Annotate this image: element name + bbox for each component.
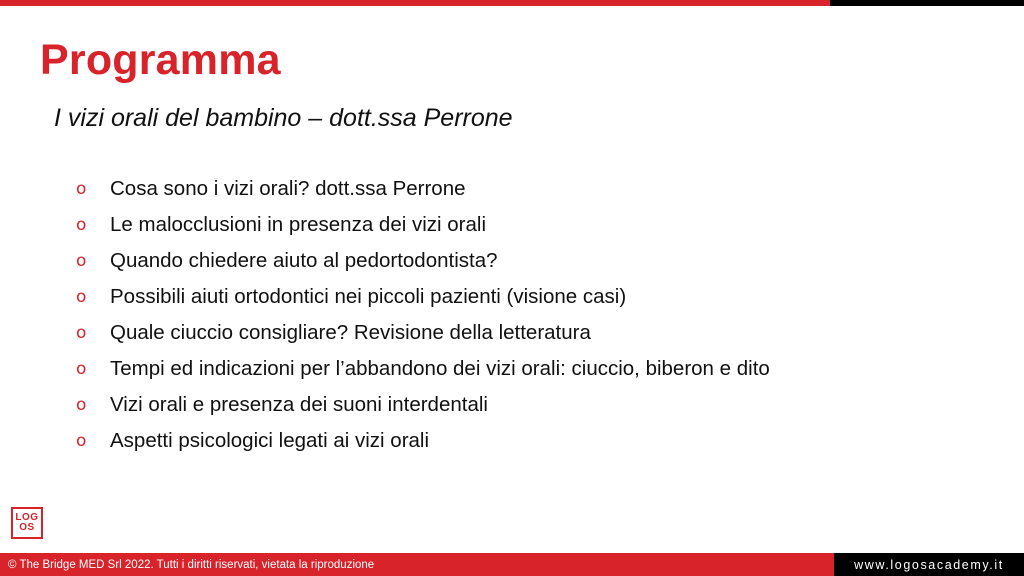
- top-dark-bar: [830, 0, 1024, 6]
- list-item: [76, 351, 770, 387]
- logos-logo: [11, 507, 43, 539]
- bullet-icon: o: [76, 431, 87, 451]
- bullet-icon: o: [76, 359, 87, 379]
- list-item: [76, 423, 770, 459]
- list-item: [76, 243, 770, 279]
- footer-website-bar: [834, 553, 1024, 576]
- agenda-list: [76, 171, 770, 459]
- list-item-text: Quando chiedere aiuto al pedortodontista?: [110, 249, 498, 272]
- list-item: [76, 279, 770, 315]
- bullet-icon: o: [76, 287, 87, 307]
- list-item-text: Cosa sono i vizi orali? dott.ssa Perrone: [110, 177, 466, 200]
- list-item: [76, 387, 770, 423]
- list-item-text: Vizi orali e presenza dei suoni interdentali: [110, 393, 488, 416]
- slide-subtitle: I vizi orali del bambino – dott.ssa Perrone: [54, 104, 513, 132]
- list-item: [76, 171, 770, 207]
- list-item: [76, 315, 770, 351]
- logo-line-1: LOG: [15, 512, 39, 523]
- list-item-text: Le malocclusioni in presenza dei vizi orali: [110, 213, 487, 236]
- top-accent-bar: [0, 0, 830, 6]
- bullet-icon: o: [76, 215, 87, 235]
- footer-copyright-bar: [0, 553, 834, 576]
- bullet-icon: o: [76, 323, 87, 343]
- list-item-text: Quale ciuccio consigliare? Revisione della letteratura: [110, 321, 591, 344]
- list-item-text: Tempi ed indicazioni per l’abbandono dei vizi orali: ciuccio, biberon e dito: [110, 357, 770, 380]
- list-item-text: Aspetti psicologici legati ai vizi orali: [110, 429, 430, 452]
- logo-line-2: OS: [19, 522, 35, 533]
- bullet-icon: o: [76, 395, 87, 415]
- copyright-text: © The Bridge MED Srl 2022. Tutti i diritti riservati, vietata la riproduzione: [8, 558, 375, 571]
- slide-title: Programma: [40, 36, 281, 84]
- list-item: [76, 207, 770, 243]
- website-link[interactable]: www.logosacademy.it: [854, 557, 1004, 572]
- bullet-icon: o: [76, 251, 87, 271]
- list-item-text: Possibili aiuti ortodontici nei piccoli pazienti (visione casi): [110, 285, 627, 308]
- bullet-icon: o: [76, 179, 87, 199]
